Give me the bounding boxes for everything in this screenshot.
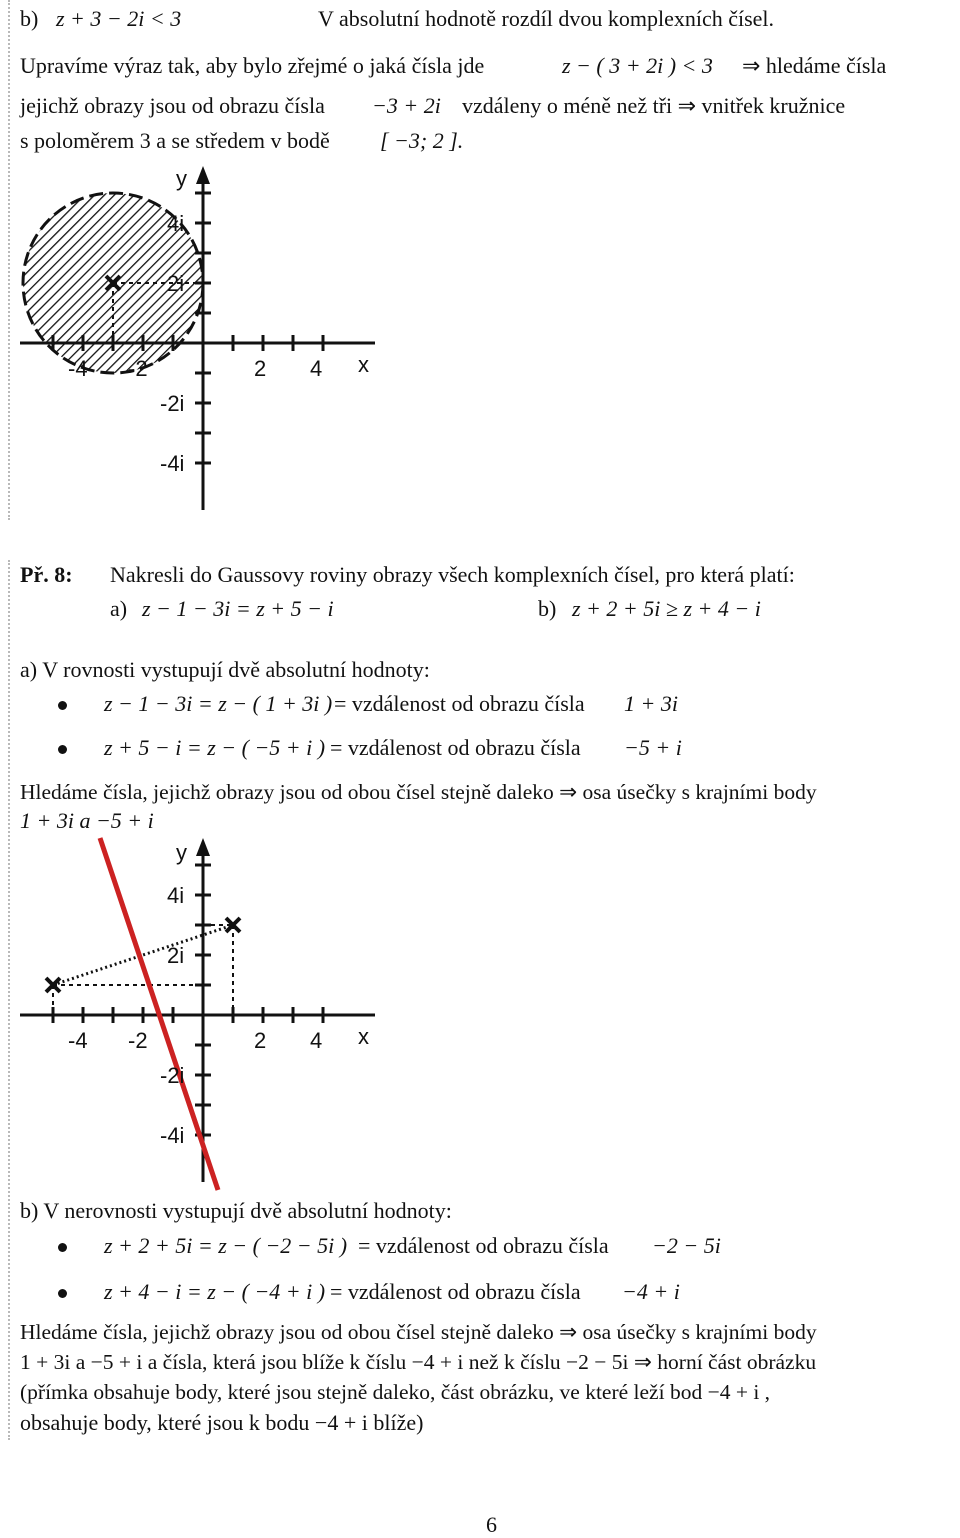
y-tick-label: 2i [167, 943, 185, 968]
part-b-conclusion-3: (přímka obsahuje body, které jsou stejně daleko, část obrázku, ve které leží bod −4 + i , [20, 1380, 771, 1404]
bullet-number: −2 − 5i [652, 1233, 721, 1258]
part-b-desc: V absolutní hodnotě rozdíl dvou komplexních čísel. [318, 6, 775, 31]
example-task: Nakresli do Gaussovy roviny obrazy všech komplexních čísel, pro která platí: [110, 562, 795, 587]
y-tick-label: -4i [160, 1123, 185, 1148]
x-tick-label: -4 [68, 356, 88, 381]
part-b-line2-text: Upravíme výraz tak, aby bylo zřejmé o jaká čísla jde [20, 53, 485, 78]
part-b-conclusion-1: Hledáme čísla, jejichž obrazy jsou od obou čísel stejně daleko ⇒ osa úsečky s krajními body [20, 1320, 817, 1344]
part-a-intro: a) V rovnosti vystupují dvě absolutní hodnoty: [20, 657, 430, 682]
part-b-line3-formula: −3 + 2i [372, 93, 441, 118]
bullet-text: = vzdálenost od obrazu čísla [330, 735, 581, 760]
example-title: Př. 8: [20, 562, 73, 587]
part-b-conclusion-2: 1 + 3i a −5 + i a čísla, která jsou blíže k číslu −4 + i než k číslu −2 − 5i ⇒ horní část obrázku [20, 1350, 817, 1374]
part-b-intro: b) V nerovnosti vystupují dvě absolutní hodnoty: [20, 1198, 452, 1223]
y-tick-label: -2i [160, 391, 185, 416]
bullet-number: −5 + i [624, 735, 682, 760]
y-axis-label: y [176, 840, 187, 865]
part-a-conclusion-1: Hledáme čísla, jejichž obrazy jsou od obou čísel stejně daleko ⇒ osa úsečky s krajními body [20, 780, 817, 804]
part-b-conclusion-4: obsahuje body, které jsou k bodu −4 + i blíže) [20, 1410, 424, 1435]
y-tick-label: 4i [167, 883, 185, 908]
x-axis-label: x [358, 1024, 369, 1049]
part-b-line2-tail: ⇒ hledáme čísla [742, 53, 887, 78]
y-tick-label: -2i [160, 1063, 185, 1088]
x-tick-label: 2 [254, 1028, 267, 1053]
task-a-label: a) [110, 596, 128, 621]
bullet-formula: z + 5 − i = z − ( −5 + i ) [104, 735, 326, 760]
part-b-line2-formula: z − ( 3 + 2i ) < 3 [562, 53, 713, 78]
bullet-text: = vzdálenost od obrazu čísla [330, 1279, 581, 1304]
bullet-icon [58, 1243, 67, 1252]
part-b-line3-text: jejichž obrazy jsou od obrazu čísla [20, 93, 325, 118]
part-b-label: b) [20, 6, 39, 31]
y-tick-label: -4i [160, 451, 185, 476]
task-b-label: b) [538, 596, 557, 621]
y-tick-label: 2i [167, 271, 185, 296]
part-b-line4-formula: [ −3; 2 ]. [380, 128, 464, 153]
x-tick-label: 2 [254, 356, 267, 381]
x-tick-label: -2 [128, 356, 148, 381]
part-b-line4-text: s poloměrem 3 a se středem v bodě [20, 128, 330, 153]
part-b-line3-tail: vzdáleny o méně než tři ⇒ vnitřek kružnice [462, 93, 846, 118]
bullet-icon [58, 745, 67, 754]
y-tick-label: 4i [167, 211, 185, 236]
page-number: 6 [486, 1512, 497, 1537]
point-cross-icon [46, 978, 60, 992]
bullet-text: = vzdálenost od obrazu čísla [334, 691, 585, 716]
x-tick-label: 4 [310, 356, 323, 381]
bullet-icon [58, 701, 67, 710]
bullet-formula: z − 1 − 3i = z − ( 1 + 3i ) [104, 691, 333, 716]
bullet-number: 1 + 3i [624, 691, 678, 716]
graph-circle [0, 160, 400, 520]
bullet-text: = vzdálenost od obrazu čísla [358, 1233, 609, 1258]
part-b-formula: z + 3 − 2i < 3 [56, 6, 182, 31]
y-axis-label: y [176, 166, 187, 191]
bullet-formula: z + 2 + 5i = z − ( −2 − 5i ) [104, 1233, 348, 1258]
task-b-formula: z + 2 + 5i ≥ z + 4 − i [572, 596, 761, 621]
task-a-formula: z − 1 − 3i = z + 5 − i [142, 596, 334, 621]
x-tick-label: -4 [68, 1028, 88, 1053]
x-tick-label: 4 [310, 1028, 323, 1053]
bullet-icon [58, 1289, 67, 1298]
y-arrow-icon [196, 838, 210, 856]
part-a-conclusion-2: 1 + 3i a −5 + i [20, 808, 154, 833]
x-tick-label: -2 [128, 1028, 148, 1053]
bullet-number: −4 + i [622, 1279, 680, 1304]
graph-bisector [0, 832, 400, 1192]
y-arrow-icon [196, 166, 210, 184]
bullet-formula: z + 4 − i = z − ( −4 + i ) [104, 1279, 326, 1304]
x-axis-label: x [358, 352, 369, 377]
